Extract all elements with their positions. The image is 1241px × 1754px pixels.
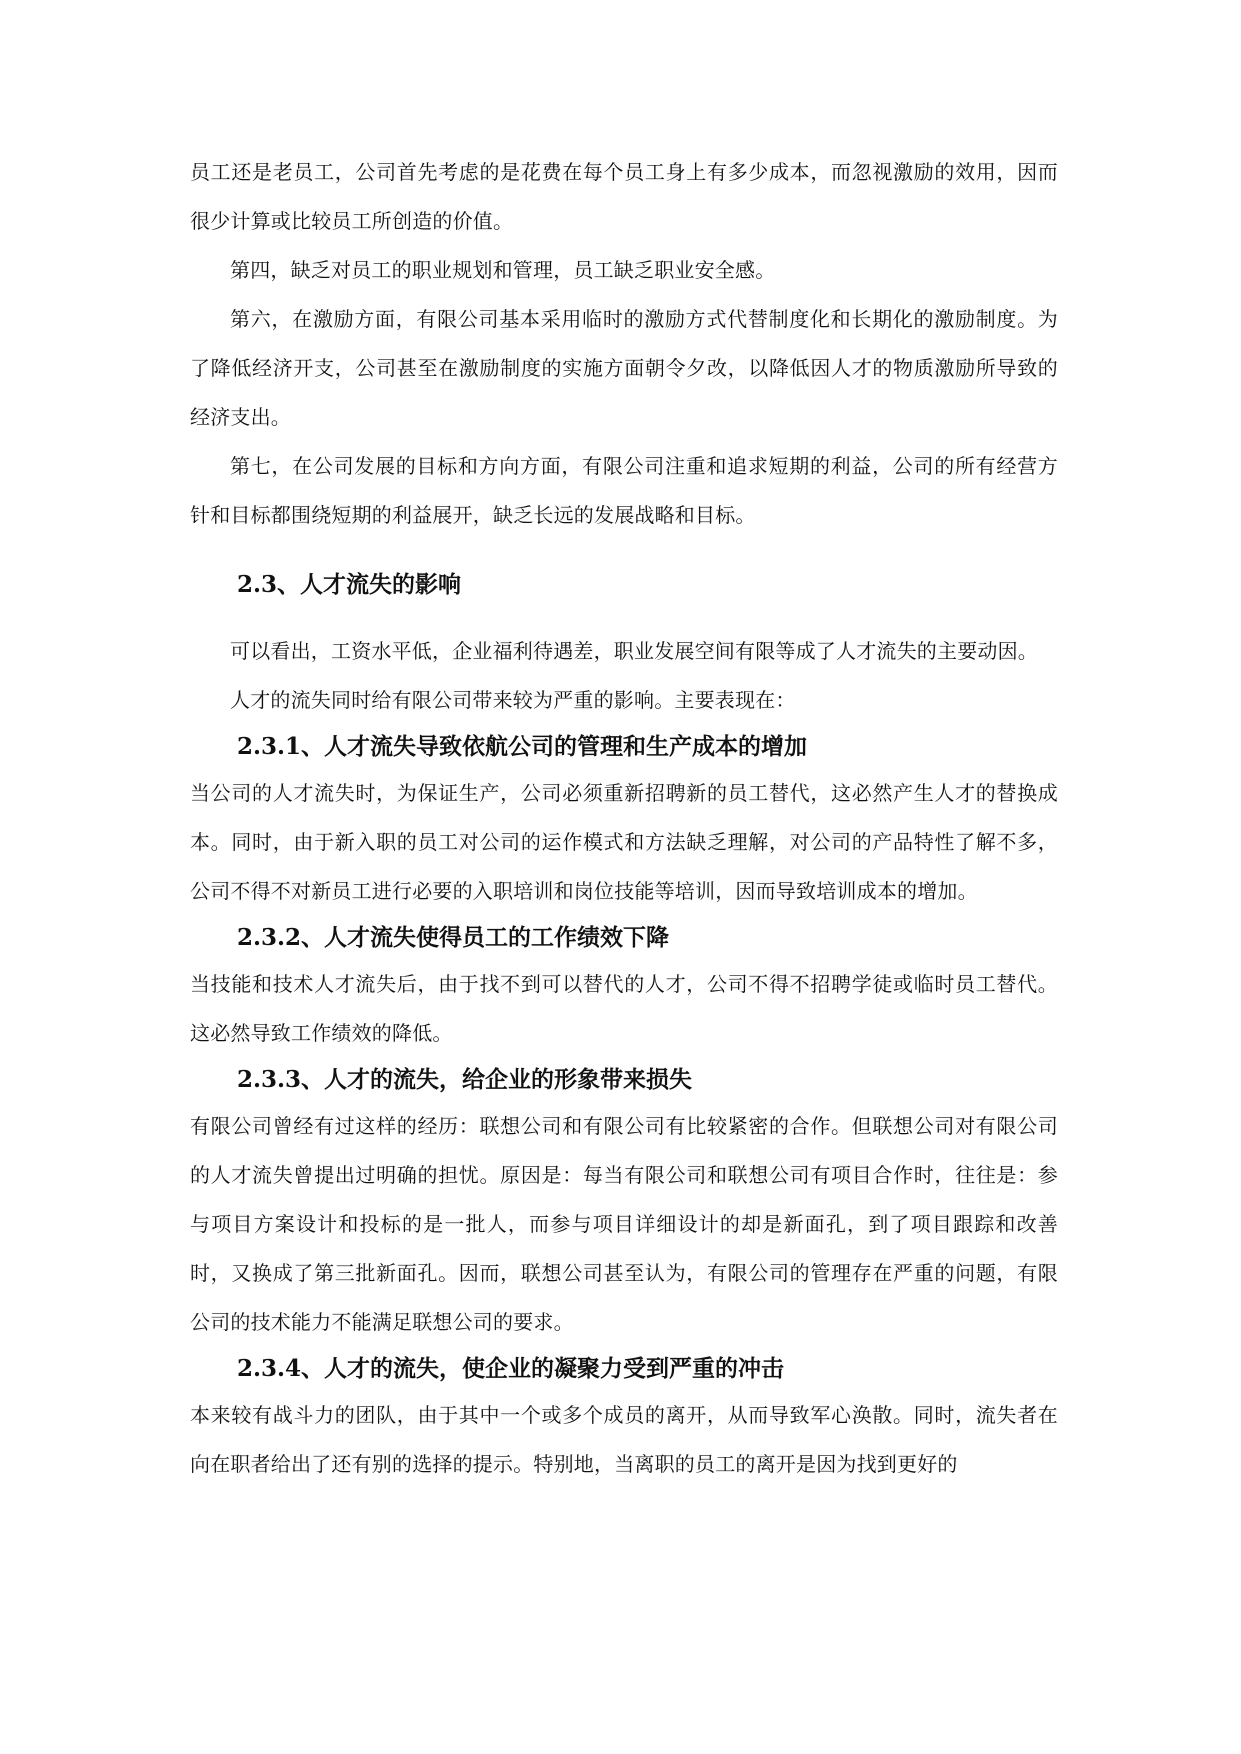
page-body bbox=[190, 148, 1058, 1489]
section-heading-2-3: 2.3、人才流失的影响 bbox=[237, 571, 462, 598]
section-heading-2-3-2: 2.3.2、人才流失使得员工的工作绩效下降 bbox=[237, 924, 670, 951]
paragraph-main-causes: 可以看出，工资水平低，企业福利待遇差，职业发展空间有限等成了人才流失的主要动因。 bbox=[230, 639, 1038, 663]
paragraph-short-term-goals: 第七，在公司发展的目标和方向方面，有限公司注重和追求短期的利益，公司的所有经营方针和目标都围绕短期的利益展开，缺乏长远的发展战略和目标。 bbox=[190, 454, 1058, 527]
paragraph-performance-decline: 当技能和技术人才流失后，由于找不到可以替代的人才，公司不得不招聘学徒或临时员工替代。这必然导致工作绩效的降低。 bbox=[190, 972, 1058, 1045]
paragraph-cost-focus: 员工还是老员工，公司首先考虑的是花费在每个员工身上有多少成本，而忽视激励的效用，因而很少计算或比较员工所创造的价值。 bbox=[190, 160, 1058, 233]
section-heading-2-3-4: 2.3.4、人才的流失，使企业的凝聚力受到严重的冲击 bbox=[237, 1355, 785, 1382]
paragraph-impact-intro: 人才的流失同时给有限公司带来较为严重的影响。主要表现在： bbox=[230, 688, 796, 712]
section-heading-2-3-3: 2.3.3、人才的流失，给企业的形象带来损失 bbox=[237, 1066, 693, 1093]
section-heading-2-3-1: 2.3.1、人才流失导致依航公司的管理和生产成本的增加 bbox=[237, 733, 808, 760]
paragraph-career-planning: 第四，缺乏对员工的职业规划和管理，员工缺乏职业安全感。 bbox=[230, 258, 776, 282]
paragraph-image-loss: 有限公司曾经有过这样的经历：联想公司和有限公司有比较紧密的合作。但联想公司对有限公司的人才流失曾提出过明确的担忧。原因是：每当有限公司和联想公司有项目合作时，往往是：参与项目方案设计和投标的是一批人，而参与项目详细设计的却是新面孔，到了项目跟踪和改善时，又换成了第三批新面孔。因而，联想公司甚至认为，有限公司的管理存在严重的问题，有限公司的技术能力不能满足联想公司的要求。 bbox=[190, 1114, 1058, 1334]
paragraph-incentive-system: 第六，在激励方面，有限公司基本采用临时的激励方式代替制度化和长期化的激励制度。为了降低经济开支，公司甚至在激励制度的实施方面朝令夕改，以降低因人才的物质激励所导致的经济支出。 bbox=[190, 307, 1058, 429]
paragraph-cohesion-impact: 本来较有战斗力的团队，由于其中一个或多个成员的离开，从而导致军心涣散。同时，流失者在向在职者给出了还有别的选择的提示。特别地，当离职的员工的离开是因为找到更好的 bbox=[190, 1403, 1058, 1476]
paragraph-replacement-cost: 当公司的人才流失时，为保证生产，公司必须重新招聘新的员工替代，这必然产生人才的替换成本。同时，由于新入职的员工对公司的运作模式和方法缺乏理解，对公司的产品特性了解不多，公司不得不对新员工进行必要的入职培训和岗位技能等培训，因而导致培训成本的增加。 bbox=[190, 781, 1058, 903]
